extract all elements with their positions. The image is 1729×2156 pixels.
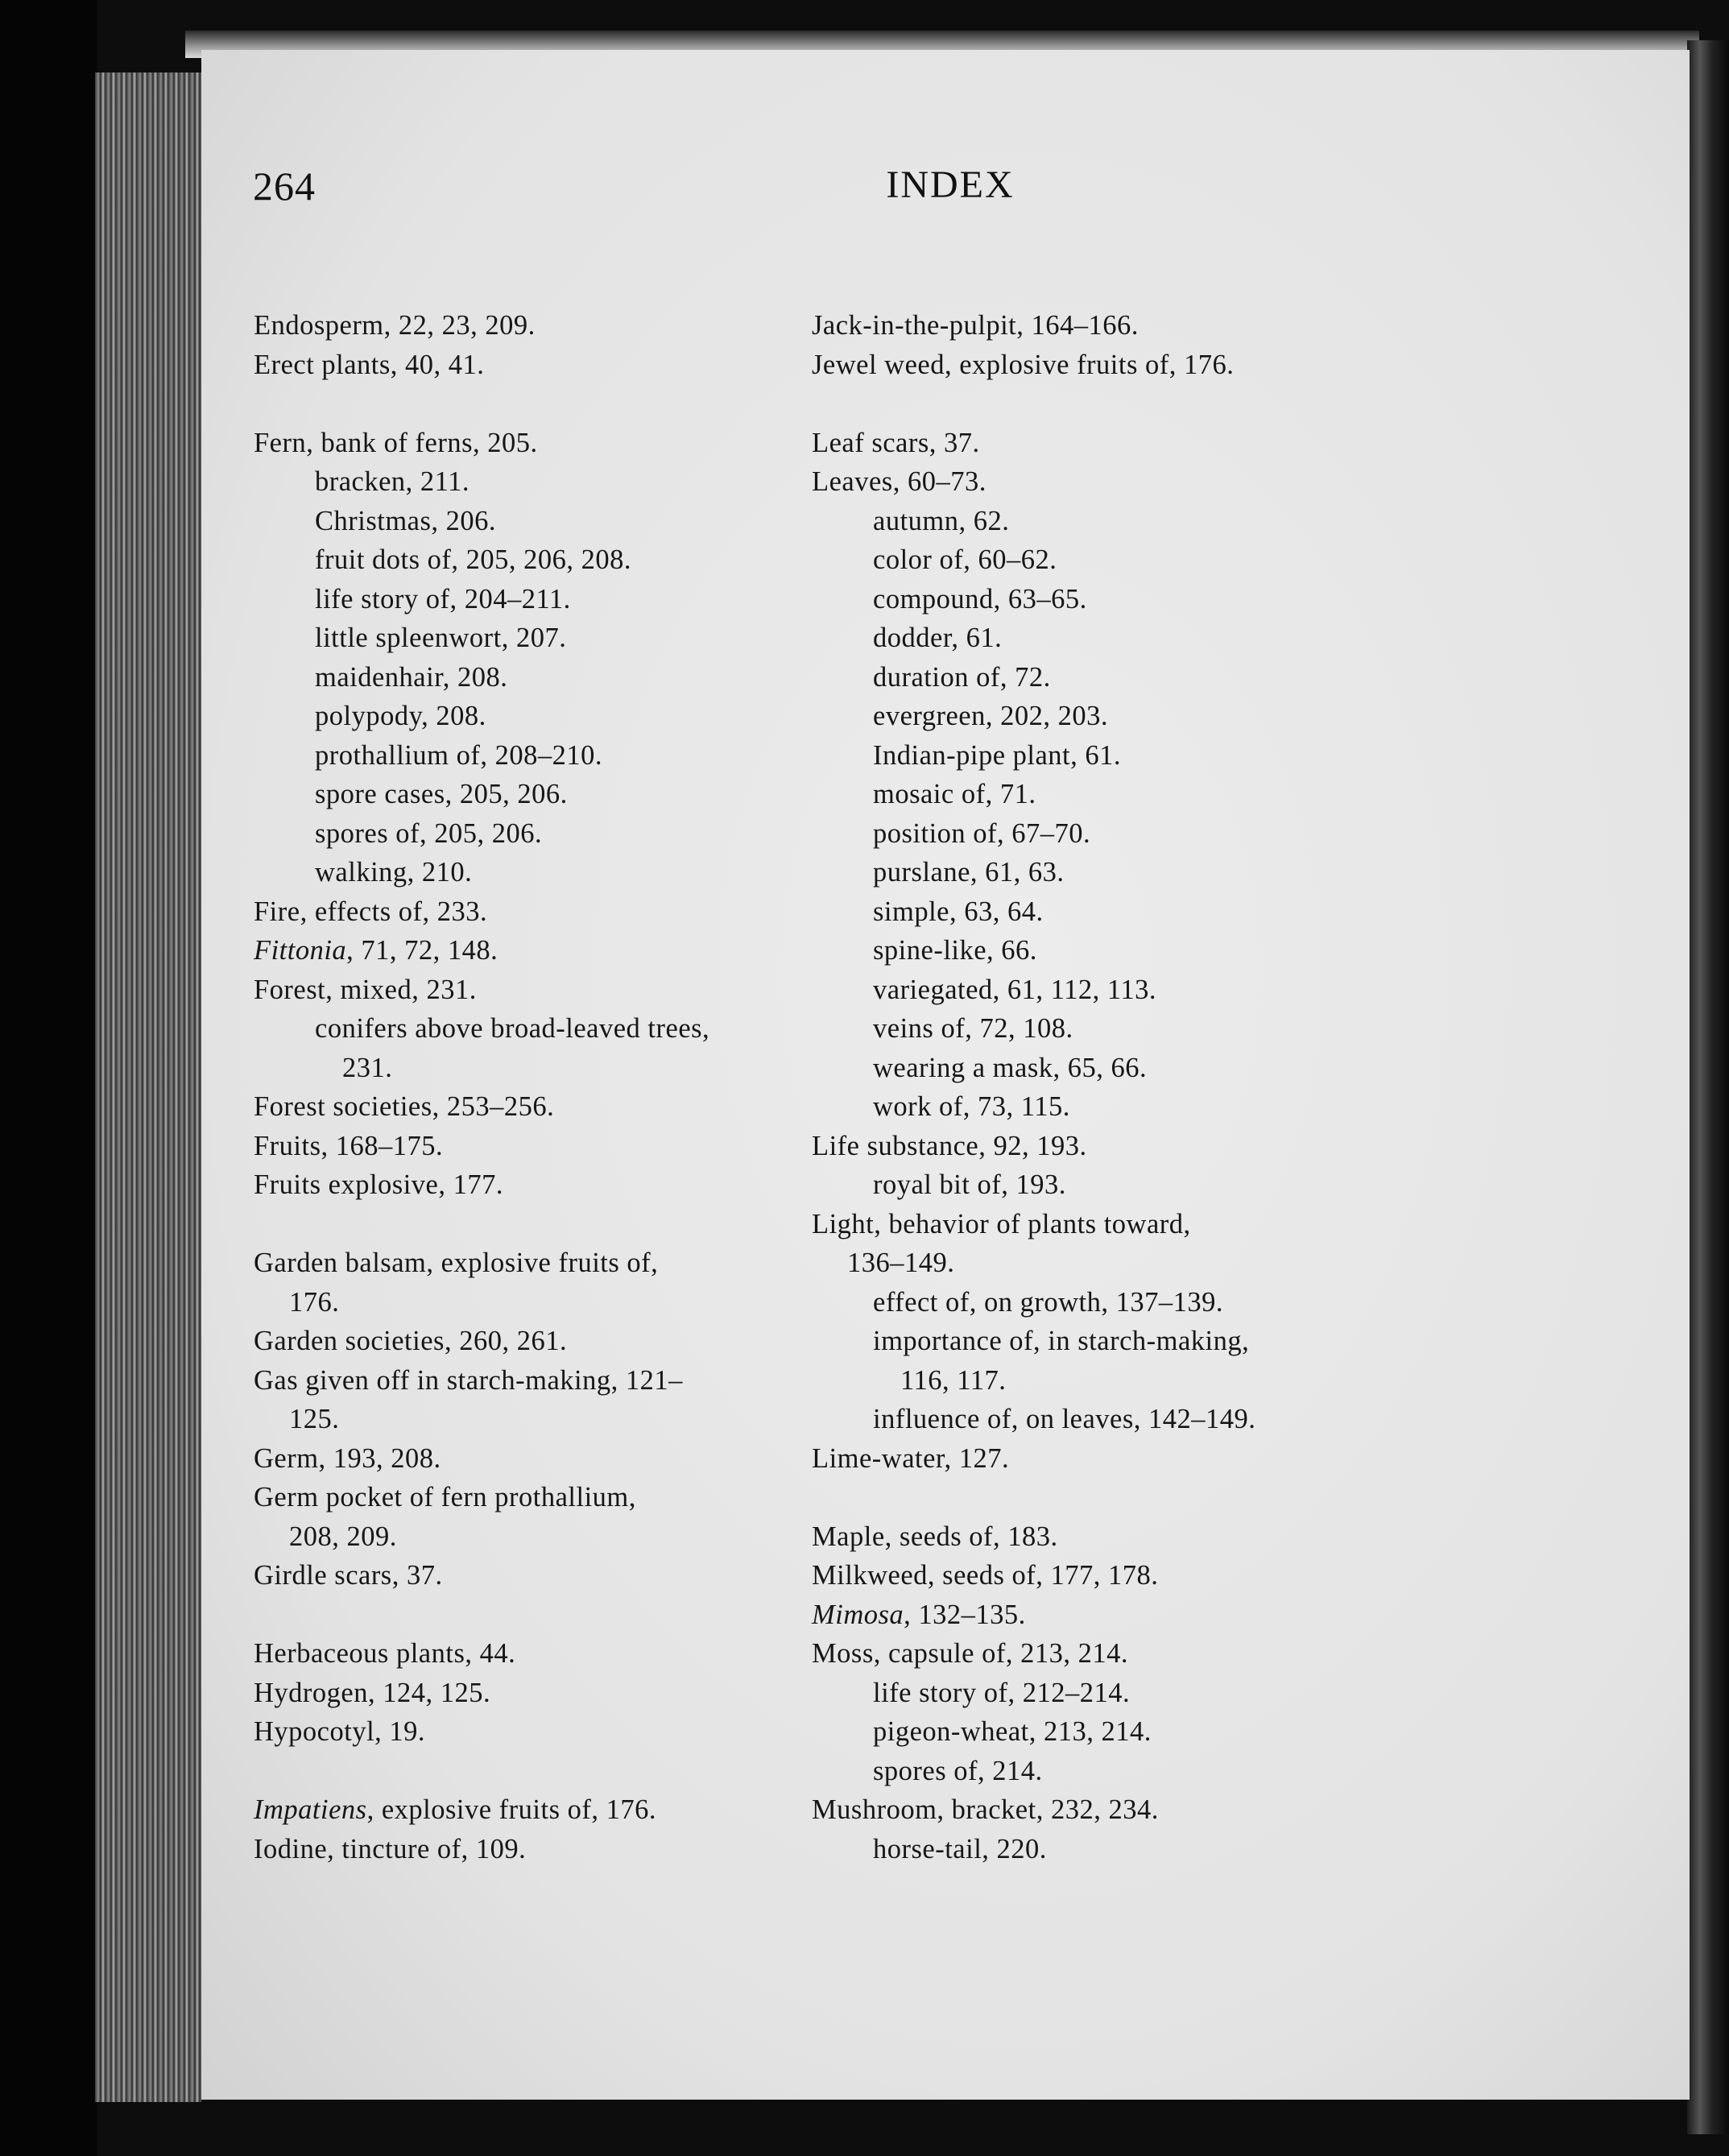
facing-page-edge	[1687, 40, 1729, 2134]
index-entry-term: Fittonia	[254, 935, 347, 966]
index-subentry: dodder, 61.	[873, 623, 1003, 653]
index-entry-continuation: 136–149.	[847, 1248, 955, 1278]
index-subentry-continuation: 231.	[342, 1052, 393, 1083]
index-subentry: duration of, 72.	[873, 661, 1051, 693]
index-entry: Light, behavior of plants toward,	[812, 1208, 1191, 1239]
index-subentry: importance of, in starch-making,	[873, 1326, 1250, 1356]
index-entry: Garden societies, 260, 261.	[254, 1326, 568, 1356]
index-subentry: life story of, 212–214.	[873, 1677, 1131, 1708]
page-edges	[95, 72, 201, 2102]
index-entry: Fruits, 168–175.	[254, 1130, 444, 1161]
index-subentry: variegated, 61, 112, 113.	[873, 974, 1156, 1005]
index-subentry: royal bit of, 193.	[873, 1169, 1066, 1200]
index-subentry: life story of, 204–211.	[315, 583, 571, 615]
index-entry-pages: , 71, 72, 148.	[346, 935, 498, 966]
index-entry-term: Impatiens	[254, 1794, 367, 1825]
index-gap	[812, 1478, 1375, 1517]
index-subentry-continuation: 116, 117.	[900, 1364, 1007, 1396]
index-subentry: influence of, on leaves, 142–149.	[873, 1404, 1256, 1434]
book-spine-shadow	[0, 0, 97, 2156]
index-entry	[812, 1595, 1375, 1635]
index-entry: Moss, capsule of, 213, 214.	[812, 1638, 1128, 1669]
index-gap	[254, 384, 866, 424]
index-subentry: evergreen, 202, 203.	[873, 701, 1108, 731]
index-entry: Leaves, 60–73.	[812, 466, 987, 497]
index-column-left	[254, 306, 866, 1868]
index-subentry: effect of, on growth, 137–139.	[873, 1286, 1223, 1318]
index-subentry: simple, 63, 64.	[873, 896, 1044, 927]
index-subentry: spine-like, 66.	[873, 935, 1037, 966]
index-entry: Germ, 193, 208.	[254, 1442, 441, 1474]
index-entry	[254, 931, 866, 970]
index-entry	[254, 1790, 866, 1830]
index-entry: Herbaceous plants, 44.	[254, 1638, 516, 1669]
index-entry: Hydrogen, 124, 125.	[254, 1677, 491, 1708]
index-subentry: position of, 67–70.	[873, 817, 1091, 849]
index-entry: Gas given off in starch-making, 121–	[254, 1364, 683, 1396]
index-entry: Germ pocket of fern prothallium,	[254, 1482, 636, 1513]
index-entry-pages: , 132–135.	[904, 1599, 1026, 1630]
index-entry: Life substance, 92, 193.	[812, 1130, 1087, 1161]
index-subentry: purslane, 61, 63.	[873, 857, 1065, 888]
index-subentry: walking, 210.	[315, 857, 473, 888]
index-subentry: conifers above broad-leaved trees,	[315, 1013, 710, 1044]
index-entry-pages: , explosive fruits of, 176.	[366, 1794, 656, 1825]
index-entry: Maple, seeds of, 183.	[812, 1521, 1058, 1552]
index-subentry: compound, 63–65.	[873, 583, 1087, 615]
index-subentry: little spleenwort, 207.	[315, 623, 567, 653]
index-entry-continuation: 176.	[289, 1286, 340, 1318]
page-number: 264	[253, 163, 316, 209]
index-subentry: autumn, 62.	[873, 505, 1010, 536]
index-column-right	[812, 306, 1375, 1868]
index-gap	[254, 1752, 866, 1791]
index-entry: Garden balsam, explosive fruits of,	[254, 1248, 659, 1278]
index-entry-continuation: 125.	[289, 1404, 340, 1434]
index-entry-continuation: 208, 209.	[289, 1521, 397, 1552]
index-entry: Jack-in-the-pulpit, 164–166.	[812, 310, 1139, 341]
index-subentry: color of, 60–62.	[873, 544, 1057, 575]
index-entry: Endosperm, 22, 23, 209.	[254, 310, 536, 341]
index-subentry: polypody, 208.	[315, 701, 486, 731]
index-entry: Fruits explosive, 177.	[254, 1169, 503, 1200]
index-subentry: work of, 73, 115.	[873, 1091, 1070, 1122]
index-subentry: prothallium of, 208–210.	[315, 739, 602, 771]
index-entry: Forest, mixed, 231.	[254, 974, 477, 1005]
index-entry: Mushroom, bracket, 232, 234.	[812, 1794, 1159, 1825]
index-entry: Forest societies, 253–256.	[254, 1091, 555, 1122]
index-subentry: Christmas, 206.	[315, 505, 497, 536]
running-head: INDEX	[886, 163, 1015, 206]
index-subentry: maidenhair, 208.	[315, 661, 508, 693]
index-entry: Leaf scars, 37.	[812, 427, 980, 458]
index-entry: Fire, effects of, 233.	[254, 896, 488, 927]
index-gap	[812, 384, 1375, 424]
index-subentry: veins of, 72, 108.	[873, 1013, 1073, 1044]
index-entry: Fern, bank of ferns, 205.	[254, 427, 538, 458]
index-subentry: mosaic of, 71.	[873, 779, 1036, 809]
index-subentry: spores of, 214.	[873, 1755, 1043, 1786]
index-entry: Hypocotyl, 19.	[254, 1716, 426, 1747]
index-subentry: fruit dots of, 205, 206, 208.	[315, 544, 632, 575]
index-subentry: bracken, 211.	[315, 466, 470, 497]
index-subentry: spore cases, 205, 206.	[315, 779, 568, 809]
index-entry: Iodine, tincture of, 109.	[254, 1833, 527, 1864]
index-entry: Milkweed, seeds of, 177, 178.	[812, 1560, 1159, 1591]
index-subentry: wearing a mask, 65, 66.	[873, 1052, 1148, 1083]
index-subentry: spores of, 205, 206.	[315, 817, 543, 849]
index-subentry: horse-tail, 220.	[873, 1833, 1047, 1864]
index-gap	[254, 1205, 866, 1244]
index-entry: Girdle scars, 37.	[254, 1560, 443, 1591]
index-subentry: pigeon-wheat, 213, 214.	[873, 1716, 1152, 1747]
index-entry-term: Mimosa	[812, 1599, 904, 1630]
index-gap	[254, 1595, 866, 1635]
index-entry: Jewel weed, explosive fruits of, 176.	[812, 349, 1235, 380]
index-entry: Lime-water, 127.	[812, 1442, 1010, 1474]
index-subentry: Indian-pipe plant, 61.	[873, 739, 1122, 771]
index-entry: Erect plants, 40, 41.	[254, 349, 485, 380]
